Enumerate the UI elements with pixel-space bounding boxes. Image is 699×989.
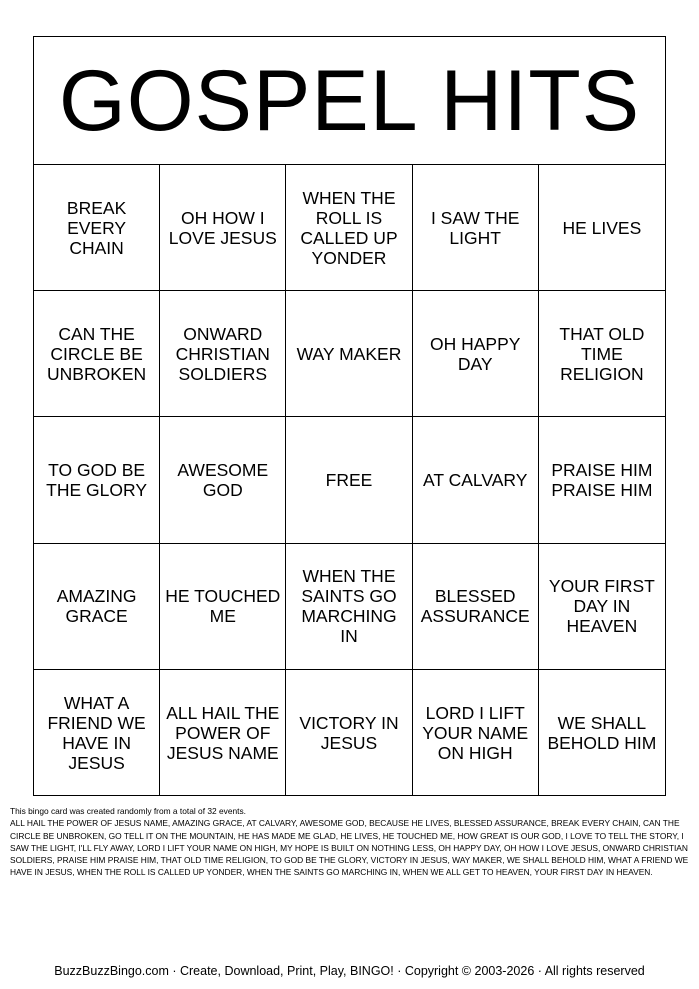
bingo-cell: AT CALVARY	[413, 417, 539, 543]
site-footer: BuzzBuzzBingo.com · Create, Download, Print, Play, BINGO! · Copyright © 2003-2026 · All rights reserved	[54, 964, 645, 978]
footnote-event-list: ALL HAIL THE POWER OF JESUS NAME, AMAZING GRACE, AT CALVARY, AWESOME GOD, BECAUSE HE LIVES, BLESSED ASSURANCE, BREAK EVERY CHAIN, CAN THE CIRCLE BE UNBROKEN, GO TELL IT ON THE MOUNTAIN, HE HAS MADE ME GLAD, HE LIVES, HE TOUCHED ME, HOW GREAT IS OUR GOD, I LOVE TO TELL THE STORY, I SAW THE LIGHT, I'LL FLY AWAY, LORD I LIFT YOUR NAME ON HIGH, MY HOPE IS BUILT ON NOTHING LESS, OH HAPPY DAY, OH HOW I LOVE JESUS, ONWARD CHRISTIAN SOLDIERS, PRAISE HIM PRAISE HIM, THAT OLD TIME RELIGION, TO GOD BE THE GLORY, VICTORY IN JESUS, WAY MAKER, WE SHALL BEHOLD HIM, WHAT A FRIEND WE HAVE IN JESUS, WHEN THE ROLL IS CALLED UP YONDER, WHEN THE SAINTS GO MARCHING IN, WHEN WE ALL GET TO HEAVEN, YOUR FIRST DAY IN HEAVEN.	[10, 818, 689, 878]
bingo-cell: OH HOW I LOVE JESUS	[160, 165, 286, 291]
bingo-cell: I SAW THE LIGHT	[413, 165, 539, 291]
bingo-card	[33, 36, 666, 796]
bingo-cell: WHEN THE ROLL IS CALLED UP YONDER	[286, 165, 412, 291]
bingo-cell: BLESSED ASSURANCE	[413, 544, 539, 670]
bingo-cell: WAY MAKER	[286, 291, 412, 417]
bingo-cell: THAT OLD TIME RELIGION	[539, 291, 665, 417]
bingo-cell: YOUR FIRST DAY IN HEAVEN	[539, 544, 665, 670]
bingo-grid	[34, 165, 665, 796]
bingo-cell: FREE	[286, 417, 412, 543]
bingo-cell: AMAZING GRACE	[34, 544, 160, 670]
bingo-cell: WE SHALL BEHOLD HIM	[547, 712, 657, 753]
bingo-cell: WHEN THE SAINTS GO MARCHING IN	[286, 544, 412, 670]
bingo-cell: AWESOME GOD	[160, 417, 286, 543]
bingo-cell: VICTORY IN JESUS	[286, 670, 412, 796]
footnote-intro: This bingo card was created randomly from a total of 32 events.	[10, 806, 247, 816]
bingo-cell: BREAK EVERY CHAIN	[34, 165, 160, 291]
bingo-cell: HE TOUCHED ME	[160, 544, 286, 670]
bingo-cell: OH HAPPY DAY	[413, 291, 539, 417]
bingo-cell: CAN THE CIRCLE BE UNBROKEN	[34, 291, 160, 417]
bingo-cell: ALL HAIL THE POWER OF JESUS NAME	[160, 670, 286, 796]
card-footnote	[10, 805, 690, 879]
bingo-cell: PRAISE HIM PRAISE HIM	[539, 417, 665, 543]
bingo-cell: WHAT A FRIEND WE HAVE IN JESUS	[34, 670, 160, 796]
bingo-cell: TO GOD BE THE GLORY	[34, 417, 160, 543]
bingo-cell: LORD I LIFT YOUR NAME ON HIGH	[413, 670, 539, 796]
bingo-cell: HE LIVES	[539, 165, 665, 291]
card-title: GOSPEL HITS	[34, 37, 665, 165]
bingo-cell: ONWARD CHRISTIAN SOLDIERS	[160, 291, 286, 417]
